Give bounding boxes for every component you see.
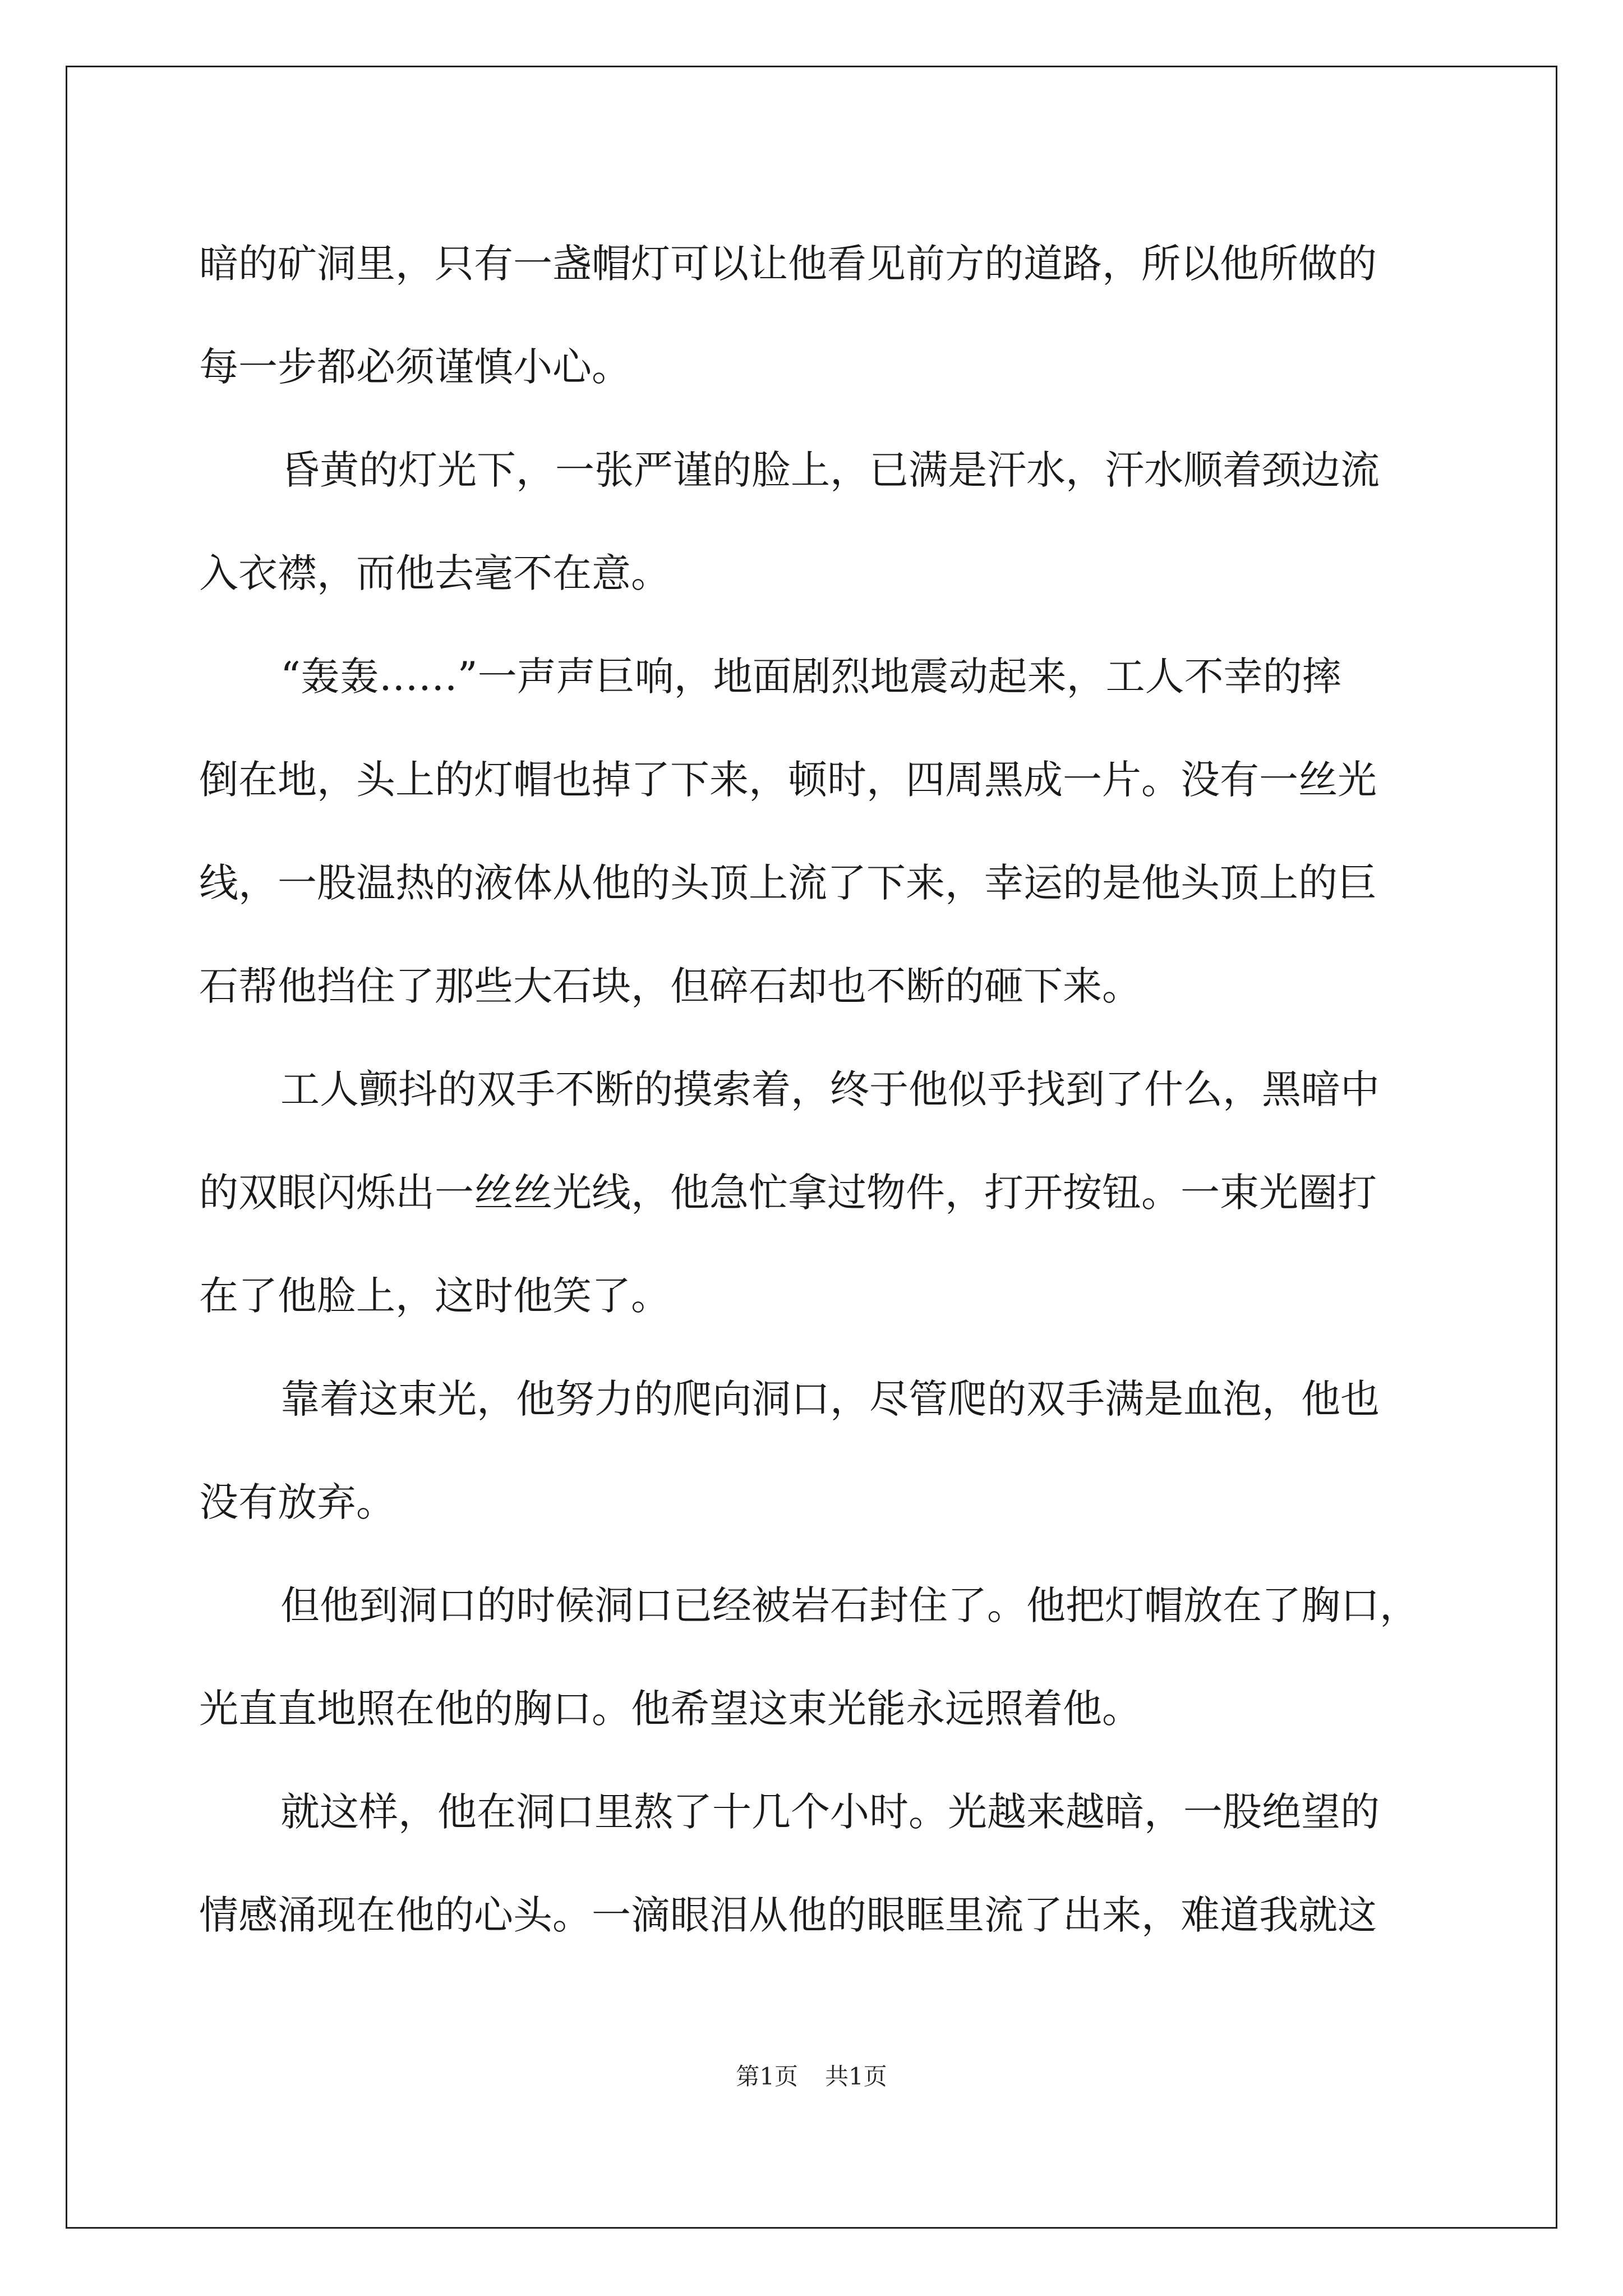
text-line: 昏黄的灯光下，一张严谨的脸上，已满是汗水，汗水顺着颈边流 [280,447,1380,493]
text-line: 没有放弃。 [199,1479,395,1525]
text-line: 石帮他挡住了那些大石块，但碎石却也不断的砸下来。 [199,963,1141,1009]
text-line: 但他到洞口的时候洞口已经被岩石封住了。他把灯帽放在了胸口， [280,1582,1419,1628]
text-line: 光直直地照在他的胸口。他希望这束光能永远照着他。 [199,1686,1141,1732]
text-line: 靠着这束光，他努力的爬向洞口，尽管爬的双手满是血泡，他也 [280,1376,1380,1422]
document-body [199,212,1433,1967]
text-line: 暗的矿洞里，只有一盏帽灯可以让他看见前方的道路，所以他所做的 [199,241,1377,287]
text-line: 每一步都必须谨慎小心。 [199,344,631,390]
text-line: 在了他脸上，这时他笑了。 [199,1273,670,1319]
text-line: 入衣襟，而他去毫不在意。 [199,550,670,596]
text-line: 情感涌现在他的心头。一滴眼泪从他的眼眶里流了出来，难道我就这 [199,1892,1377,1938]
text-line: 就这样，他在洞口里熬了十几个小时。光越来越暗，一股绝望的 [280,1789,1380,1835]
text-line: 的双眼闪烁出一丝丝光线，他急忙拿过物件，打开按钮。一束光圈打 [199,1170,1377,1216]
text-line: 线，一股温热的液体从他的头顶上流了下来，幸运的是他头顶上的巨 [199,860,1377,906]
text-line: “轰轰……”一声声巨响，地面剧烈地震动起来，工人不幸的摔 [280,654,1341,700]
page-total: 共1页 [825,2063,887,2090]
text-line: 工人颤抖的双手不断的摸索着，终于他似乎找到了什么，黑暗中 [280,1066,1380,1112]
page-footer [0,2060,1623,2093]
text-line: 倒在地，头上的灯帽也掉了下来，顿时，四周黑成一片。没有一丝光 [199,757,1377,803]
page-number: 第1页 [736,2063,798,2090]
